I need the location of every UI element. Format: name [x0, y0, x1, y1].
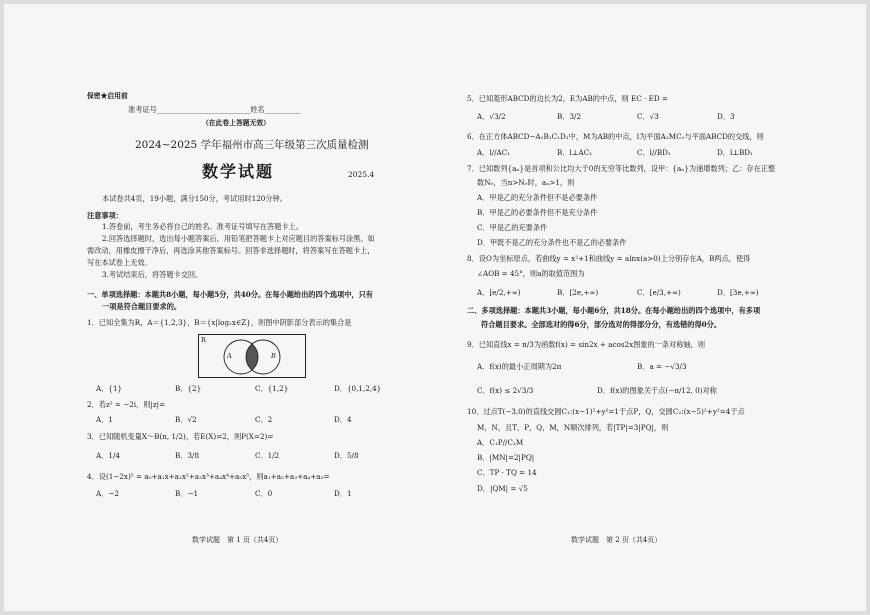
- section-1-heading: 一、单项选择题：本题共8小题，每小题5分，共40分。在每小题给出的四个选项中，只有: [87, 290, 373, 299]
- q9-option-b: B．a = −√3/3: [637, 362, 687, 371]
- q1-option-b: B．{2}: [175, 384, 202, 393]
- q5-option-c: C．√3: [637, 112, 659, 121]
- exam-number-line: 准考证号__________________________姓名__________: [128, 105, 301, 114]
- question-4: 4．设(1−2x)⁵ = a₀+a₁x+a₂x²+a₃x³+a₄x⁴+a₅x⁵，则a₁+a₂+a₃+a₄+a₅=: [87, 472, 330, 481]
- q6-option-a: A．l//AC₁: [477, 148, 511, 157]
- question-8: 8．设O为坐标原点，若曲线y = x²+1和曲线y = alnx(a>0)上分别存在A，B两点，使得: [467, 254, 751, 263]
- venn-diagram: [198, 334, 306, 378]
- question-6: 6．在正方体ABCD−A₁B₁C₁D₁中，M为AB的中点，l为平面A₁MC₁与平面ABCD的交线，则: [467, 132, 764, 141]
- exam-heading: 2024~2025 学年福州市高三年级第三次质量检测: [135, 139, 369, 151]
- q3-option-b: B．3/8: [175, 451, 200, 460]
- page-1-footer: 数学试题 第 1 页（共4页）: [192, 536, 283, 544]
- notice-heading: 注意事项：: [87, 211, 123, 220]
- q10-option-d: D．|QM| = √5: [477, 484, 528, 493]
- question-10: 10．过点T(−3,0)的直线交圆C₁:(x−1)²+y²=1于点P，Q，交圆C₂:(x−5)²+y²=4于点: [467, 407, 745, 416]
- q4-option-b: B．−1: [175, 489, 199, 498]
- q4-option-d: D．1: [334, 489, 352, 498]
- q7-option-c: C．甲是乙的充要条件: [477, 223, 548, 232]
- q5-option-b: B．3/2: [557, 112, 582, 121]
- q6-option-c: C．l//BD₁: [637, 148, 671, 157]
- q7-option-a: A．甲是乙的充分条件但不是必要条件: [477, 193, 598, 202]
- q8-option-a: A．[e/2,+∞): [477, 288, 521, 297]
- question-9: 9．已知直线x = π/3为函数f(x) = sin2x + acos2x图象的一条对称轴，则: [467, 340, 706, 349]
- q5-option-d: D．3: [717, 112, 735, 121]
- q9-option-d: D．f(x)的图象关于点(−π/12, 0)对称: [597, 386, 717, 395]
- q8-option-c: C．[e/3,+∞): [637, 288, 681, 297]
- q3-option-a: A．1/4: [96, 451, 120, 460]
- section-2-heading-cont: 符合题目要求。全部选对的得6分，部分选对的得部分分，有选错的得0分。: [481, 320, 722, 329]
- q2-option-a: A．1: [96, 415, 113, 424]
- section-2-heading: 二、多项选择题：本题共3小题，每小题6分，共18分。在每小题给出的四个选项中，有多项: [467, 306, 761, 315]
- exam-date: 2025.4: [348, 170, 375, 179]
- venn-label-a: A: [227, 352, 232, 360]
- section-1-heading-cont: 一项是符合题目要求的。: [102, 302, 182, 311]
- q7-option-d: D．甲既不是乙的充分条件也不是乙的必要条件: [477, 238, 627, 247]
- question-5: 5．已知菱形ABCD的边长为2，E为AB的中点，则 EC · ED =: [467, 94, 668, 103]
- question-7-cont: 数N₀，当n>N₀时，aₙ>1，则: [477, 178, 575, 187]
- no-answer-note: （在此卷上答题无效）: [202, 119, 270, 127]
- question-3: 3．已知随机变量X～B(n, 1/2)，若E(X)=2，则P(X=2)=: [87, 432, 274, 441]
- q2-option-d: D．4: [334, 415, 352, 424]
- notice-1: 1.答卷前，考生务必将自己的姓名、准考证号填写在答题卡上。: [102, 222, 303, 231]
- q9-option-c: C．f(x) ≤ 2√3/3: [477, 386, 534, 395]
- intro-text: 本试卷共4页，19小题，满分150分，考试用时120分钟。: [102, 194, 287, 203]
- q3-option-d: D．5/8: [334, 451, 359, 460]
- q1-option-c: C．{1,2}: [255, 384, 289, 393]
- notice-3: 3.考试结束后，将答题卡交回。: [102, 270, 203, 279]
- question-2: 2．若z² = −2i，则|z|=: [87, 400, 166, 409]
- page-2-footer: 数学试题 第 2 页（共4页）: [571, 536, 662, 544]
- q1-option-a: A．{1}: [96, 384, 123, 393]
- q2-option-c: C．2: [255, 415, 273, 424]
- q6-option-b: B．l⊥AC₁: [557, 148, 593, 157]
- q5-option-a: A．√3/2: [477, 112, 506, 121]
- q10-option-c: C．TP · TQ = 14: [477, 468, 537, 477]
- q8-option-b: B．[2e,+∞): [557, 288, 599, 297]
- q4-option-a: A．−2: [96, 489, 119, 498]
- confidential-mark: 保密★启用前: [87, 92, 128, 100]
- q10-option-a: A．C₁P//C₂M: [477, 438, 524, 447]
- question-1: 1．已知全集为R，A＝{1,2,3}，B＝{x|log₂x∈Z}，则图中阴影部分表示的集合是: [87, 318, 352, 327]
- q2-option-b: B．√2: [175, 415, 197, 424]
- q3-option-c: C．1/2: [255, 451, 280, 460]
- q9-option-a: A．f(x)的最小正周期为2π: [477, 362, 562, 371]
- q6-option-d: D．l⊥BD₁: [717, 148, 753, 157]
- page-2: [461, 4, 801, 611]
- q8-option-d: D．[3e,+∞): [717, 288, 759, 297]
- q7-option-b: B．甲是乙的必要条件但不是充分条件: [477, 208, 598, 217]
- page-1: [80, 4, 425, 611]
- question-10-cont: M，N，且T，P，Q，M，N顺次排列，若|TP|=3|PQ|，则: [477, 423, 669, 432]
- question-7: 7．已知数列{aₙ}是首项和公比均大于0的无穷等比数列，设甲：{aₙ}为递增数列；乙：存在正整: [467, 164, 776, 173]
- q1-option-d: D．{0,1,2,4}: [334, 384, 382, 393]
- q10-option-b: B．|MN|=2|PQ|: [477, 453, 535, 462]
- q4-option-c: C．0: [255, 489, 273, 498]
- notice-2c: 写在本试卷上无效。: [87, 258, 152, 267]
- venn-svg: [199, 335, 305, 377]
- notice-2a: 2.回答选择题时，选出每小题答案后，用铅笔把答题卡上对应题目的答案标号涂黑。如: [102, 234, 375, 243]
- venn-label-r: R: [201, 336, 206, 344]
- notice-2b: 需改动，用橡皮擦干净后，再选涂其他答案标号。回答非选择题时，将答案写在答题卡上，: [87, 246, 375, 255]
- question-8-cont: ∠AOB = 45°，则a的取值范围为: [477, 269, 585, 278]
- venn-label-b: B: [271, 352, 276, 360]
- page-title: 数学试题: [202, 162, 275, 181]
- scanned-exam-sheet: [4, 4, 866, 611]
